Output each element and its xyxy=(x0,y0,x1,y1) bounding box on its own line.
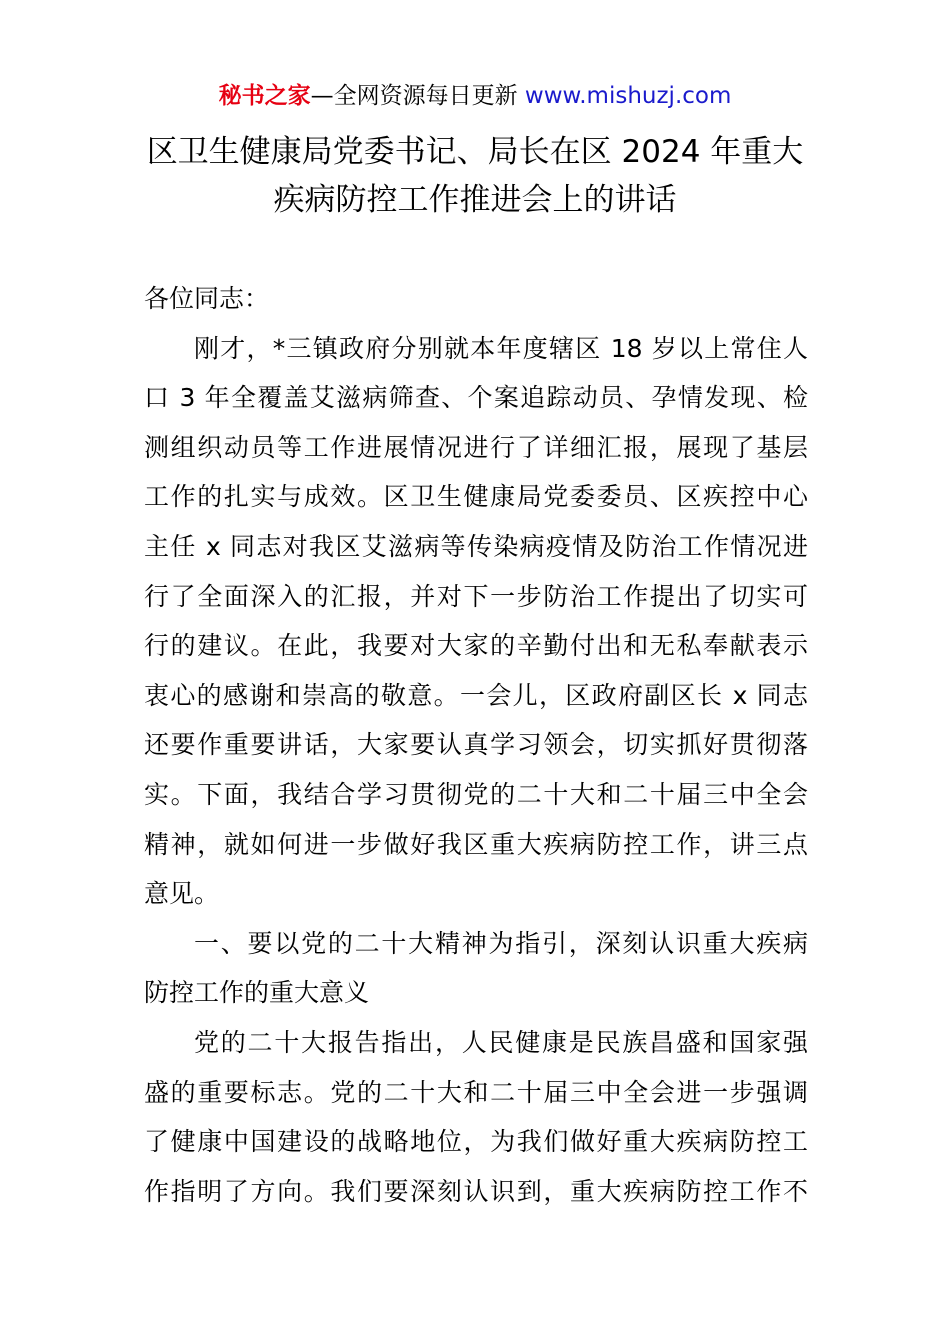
paragraph-line: 了健康中国建设的战略地位，为我们做好重大疾病防控工 xyxy=(144,1127,808,1157)
salutation: 各位同志： xyxy=(144,284,270,313)
paragraph-line: 作指明了方向。我们要深刻认识到，重大疾病防控工作不 xyxy=(144,1176,808,1206)
paragraph-line: 口 3 年全覆盖艾滋病筛查、个案追踪动员、孕情发现、检 xyxy=(144,383,808,413)
paragraph-line: 衷心的感谢和崇高的敬意。一会儿，区政府副区长 x 同志 xyxy=(144,680,808,710)
paragraph-line: 意见。 xyxy=(144,879,220,909)
watermark-header xyxy=(0,80,950,112)
paragraph-line: 工作的扎实与成效。区卫生健康局党委委员、区疾控中心 xyxy=(144,482,808,512)
paragraph-line: 党的二十大报告指出，人民健康是民族昌盛和国家强 xyxy=(194,1027,808,1057)
section-heading-1 xyxy=(144,919,808,1018)
paragraph-line: 盛的重要标志。党的二十大和二十届三中全会进一步强调 xyxy=(144,1077,808,1107)
paragraph-line: 行的建议。在此，我要对大家的辛勤付出和无私奉献表示 xyxy=(144,631,808,661)
paragraph-line: 主任 x 同志对我区艾滋病等传染病疫情及防治工作情况进 xyxy=(144,531,808,561)
brand-slogan: —全网资源每日更新 xyxy=(310,83,518,109)
paragraph-line: 刚才，*三镇政府分别就本年度辖区 18 岁以上常住人 xyxy=(194,333,808,363)
document-title xyxy=(120,128,830,224)
section-heading-line: 一、要以党的二十大精神为指引，深刻认识重大疾病 xyxy=(194,928,808,958)
paragraph-line: 实。下面，我结合学习贯彻党的二十大和二十届三中全会 xyxy=(144,779,808,809)
paragraph-line: 还要作重要讲话，大家要认真学习领会，切实抓好贯彻落 xyxy=(144,730,808,760)
paragraph-line: 行了全面深入的汇报，并对下一步防治工作提出了切实可 xyxy=(144,581,808,611)
site-url-link[interactable]: www.mishuzj.com xyxy=(524,83,732,109)
document-body xyxy=(144,274,808,1216)
paragraph-line: 精神，就如何进一步做好我区重大疾病防控工作，讲三点 xyxy=(144,829,808,859)
section-heading-line: 防控工作的重大意义 xyxy=(144,978,370,1008)
paragraph-line: 测组织动员等工作进展情况进行了详细汇报，展现了基层 xyxy=(144,432,808,462)
brand-name: 秘书之家 xyxy=(218,83,311,109)
paragraph-opening-remarks xyxy=(144,324,808,919)
title-line-1: 区卫生健康局党委书记、局长在区 2024 年重大 xyxy=(146,134,804,170)
paragraph-section-1-body xyxy=(144,1018,808,1216)
title-line-2: 疾病防控工作推进会上的讲话 xyxy=(273,182,677,218)
